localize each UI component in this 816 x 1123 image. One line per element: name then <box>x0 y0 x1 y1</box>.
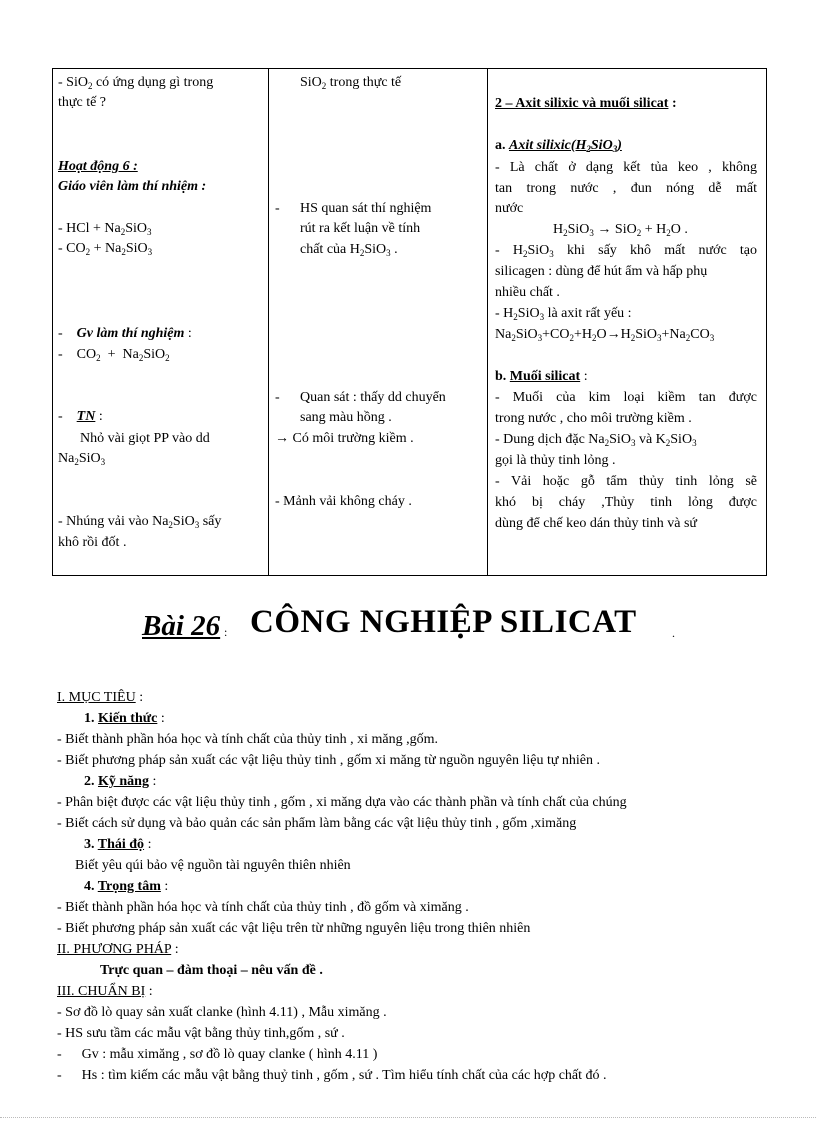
title-colon: : <box>224 625 228 639</box>
section-2-title: 2 – Axit silixic và muối silicat : <box>495 96 677 111</box>
qs-observe-1: Quan sát : thấy dd chuyển <box>300 390 446 405</box>
muoi-silicat-title: b. Muối silicat : <box>495 369 588 384</box>
heading-ky-nang: 2. Kỹ năng : <box>84 774 157 789</box>
page-title: CÔNG NGHIỆP SILICAT <box>250 604 637 640</box>
equation-1: $H_2SiO_3 \to SiO_2 + H_2O$ . <box>553 222 688 238</box>
tn-label: - TN : <box>58 409 103 424</box>
weak-acid-line: - $H_2SiO_3$ là axit rất yếu : <box>495 306 632 322</box>
nhung-vai: - Nhúng vải vào $Na_2SiO_3$ sấy <box>58 514 222 530</box>
hs-dash: - <box>275 201 280 216</box>
heading-kien-thuc: 1. Kiến thức : <box>84 711 165 726</box>
trong-tam-1: - Biết thành phần hóa học và tính chất của thủy tinh , đồ gốm và ximăng . <box>57 900 469 915</box>
nho-pp-cont: $Na_2SiO_3$ <box>58 451 106 467</box>
muoi-line-2: trong nước , cho môi trường kiềm . <box>495 411 692 426</box>
lesson-table <box>52 68 767 576</box>
cloth-not-burn: - Mảnh vải không cháy . <box>275 494 412 509</box>
activity-6-title: Hoạt động 6 : <box>58 159 138 174</box>
content-column <box>488 69 766 575</box>
reaction-co2-b: - $CO_2 + Na_2SiO_2$ <box>58 347 170 363</box>
axit-line-1: - Là chất ở dạng kết tủa keo , không <box>495 160 757 175</box>
muoi-line-5: - Vải hoặc gỗ tẩm thủy tinh lỏng sẽ <box>495 474 757 489</box>
muoi-line-3: - Dung dịch đặc $Na_2SiO_3$ và $K_2SiO_3$ <box>495 432 697 448</box>
heading-thai-do: 3. Thái độ : <box>84 837 152 852</box>
thai-do-1: Biết yêu qúi bảo vệ nguồn tài nguyên thiên nhiên <box>75 858 351 873</box>
ky-nang-2: - Biết cách sử dụng và bảo quản các sản phẩm làm bằng các vật liệu thủy tinh , gốm ,ximăng <box>57 816 577 831</box>
student-activity-column <box>269 69 488 575</box>
heading-trong-tam: 4. Trọng tâm : <box>84 879 169 894</box>
silicagen-line-2: silicagen : dùng để hút ẩm và hấp phụ <box>495 264 708 279</box>
base-env: → Có môi trường kiềm . <box>275 431 414 446</box>
muoi-line-6: khó bị cháy ,Thủy tinh lỏng được <box>495 495 757 510</box>
lesson-number: Bài 26 <box>142 610 221 642</box>
kien-thuc-2: - Biết phương pháp sản xuất các vật liệu thủy tinh , gốm xi măng từ nguồn nguyên liệu tự nhiên . <box>57 753 601 768</box>
section-phuong-phap: II. PHƯƠNG PHÁP : <box>57 942 179 957</box>
hs-observe-2: rút ra kết luận về tính <box>300 221 421 236</box>
axit-silixic-title: a. Axit $silixic(H_2SiO_3)$ <box>495 138 622 154</box>
muoi-line-7: dùng để chế keo dán thủy tinh và sứ <box>495 516 697 531</box>
hs-observe-3: chất của $H_2SiO_3$ . <box>300 242 398 258</box>
axit-line-3: nước <box>495 201 524 216</box>
page-bottom-divider <box>0 1117 816 1118</box>
axit-line-2: tan trong nước , đun nóng dễ mất <box>495 181 757 196</box>
chuan-bi-1: - Sơ đồ lò quay sản xuất clanke (hình 4.11) , Mẫu ximăng . <box>57 1005 387 1020</box>
section-muc-tieu: I. MỤC TIÊU : <box>57 690 144 705</box>
sio2-practice: SiO$_2$ trong thực tế <box>300 75 402 91</box>
question-sio2: - SiO$_2$ có ứng dụng gì trong <box>58 75 214 91</box>
kien-thuc-1: - Biết thành phần hóa học và tính chất của thủy tinh , xi măng ,gốm. <box>57 732 439 747</box>
chuan-bi-3: - Gv : mẫu ximăng , sơ đồ lò quay clanke ( hình 4.11 ) <box>57 1047 378 1062</box>
nhung-vai-cont: khô rồi đốt . <box>58 535 127 550</box>
phuong-phap-1: Trực quan – đàm thoại – nêu vấn đề . <box>100 963 323 978</box>
muoi-line-4: gọi là thủy tinh lỏng . <box>495 453 616 468</box>
lesson-title <box>0 604 816 648</box>
hs-observe-1: HS quan sát thí nghiệm <box>300 201 432 216</box>
chuan-bi-2: - HS sưu tầm các mẫu vật bằng thủy tinh,gốm , sứ . <box>57 1026 345 1041</box>
arrow-icon: → <box>275 431 289 446</box>
silicagen-line-1: - $H_2SiO_3$ khi sấy khô mất nước tạo <box>495 243 757 259</box>
title-dot: . <box>672 626 675 640</box>
reaction-hcl: - HCl + $Na_2SiO_3$ <box>58 221 152 237</box>
qs-dash: - <box>275 390 280 405</box>
chuan-bi-4: - Hs : tìm kiếm các mẫu vật bằng thuỷ tinh , gốm , sứ . Tìm hiểu tính chất của các hợp chất đó . <box>57 1068 607 1083</box>
silicagen-line-3: nhiều chất . <box>495 285 560 300</box>
qs-observe-2: sang màu hồng . <box>300 410 392 425</box>
reaction-co2: - $CO_2 + Na_2SiO_3$ <box>58 241 153 257</box>
equation-2: $Na_2SiO_3+CO_2+H_2O\to H_2SiO_3+Na_2CO_3$ <box>495 327 715 343</box>
question-sio2-cont: thực tế ? <box>58 95 107 110</box>
teacher-activity-column <box>53 69 269 575</box>
section-chuan-bi: III. CHUẨN BỊ : <box>57 984 153 999</box>
nho-pp: Nhỏ vài giọt PP vào dd <box>80 431 210 446</box>
gv-experiment: - Gv làm thí nghiệm : <box>58 326 192 341</box>
ky-nang-1: - Phân biệt được các vật liệu thủy tinh , gốm , xi măng dựa vào các thành phần và tính chất của chúng <box>57 795 627 810</box>
muoi-line-1: - Muối của kim loại kiềm tan được <box>495 390 757 405</box>
activity-6-subtitle: Giáo viên làm thí nhiệm : <box>58 179 207 194</box>
trong-tam-2: - Biết phương pháp sản xuất các vật liệu trên từ những nguyên liệu trong thiên nhiên <box>57 921 531 936</box>
